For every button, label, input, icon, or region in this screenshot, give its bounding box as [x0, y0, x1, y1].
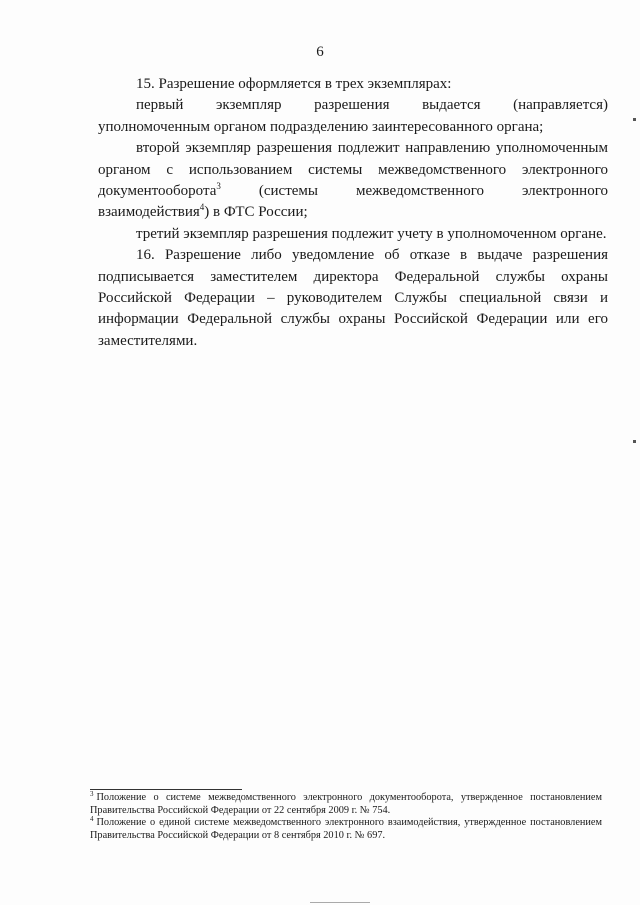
footnote-ref-4: 4	[199, 202, 205, 213]
paragraph-second-copy-middle: (системы межведомственного электронного взаимодействия	[98, 183, 608, 221]
footnote-3-text: Положение о системе межведомственного электронного документооборота, утвержденное постановлением Правительства Российской Федерации от 22 сентября 2009 г. № 754.	[90, 792, 602, 816]
paragraph-15-heading: 15. Разрешение оформляется в трех экземплярах:	[136, 76, 452, 92]
scan-edge-line	[310, 902, 370, 903]
footnote-separator	[90, 789, 242, 790]
footnote-3	[90, 789, 602, 817]
body-text	[98, 74, 608, 352]
footnotes	[90, 789, 602, 842]
paragraph-third-copy: третий экземпляр разрешения подлежит учету в уполномоченном органе.	[136, 225, 607, 242]
paragraph-16: 16. Разрешение либо уведомление об отказе в выдаче разрешения подписывается заместителем директора Федеральной службы охраны Российской Федерации – руководителем Службы специальной связи и информации Федеральной службы охраны Российской Федерации или его заместителями.	[98, 247, 608, 349]
scan-speck	[633, 440, 636, 443]
footnote-4-text: Положение о единой системе межведомственного электронного взаимодействия, утвержденное постановлением Правительства Российской Федерации от 8 сентября 2010 г. № 697.	[90, 817, 602, 841]
paragraph-second-copy-end: ) в ФТС России;	[204, 204, 308, 221]
paragraph-second-copy-start: второй экземпляр разрешения подлежит направлению уполномоченным органом с использованием системы межведомственного электронного документооборота	[98, 140, 608, 200]
footnote-ref-3: 3	[216, 181, 221, 192]
scan-speck	[633, 118, 636, 121]
footnote-3-number: 3	[90, 789, 94, 798]
paragraph-first-copy: первый экземпляр разрешения выдается (направляется) уполномоченным органом подразделению заинтересованного органа;	[98, 97, 608, 135]
footnote-4	[90, 814, 602, 842]
footnote-4-number: 4	[90, 814, 94, 823]
page-number: 6	[316, 44, 324, 60]
paragraph-second-copy	[98, 138, 608, 224]
